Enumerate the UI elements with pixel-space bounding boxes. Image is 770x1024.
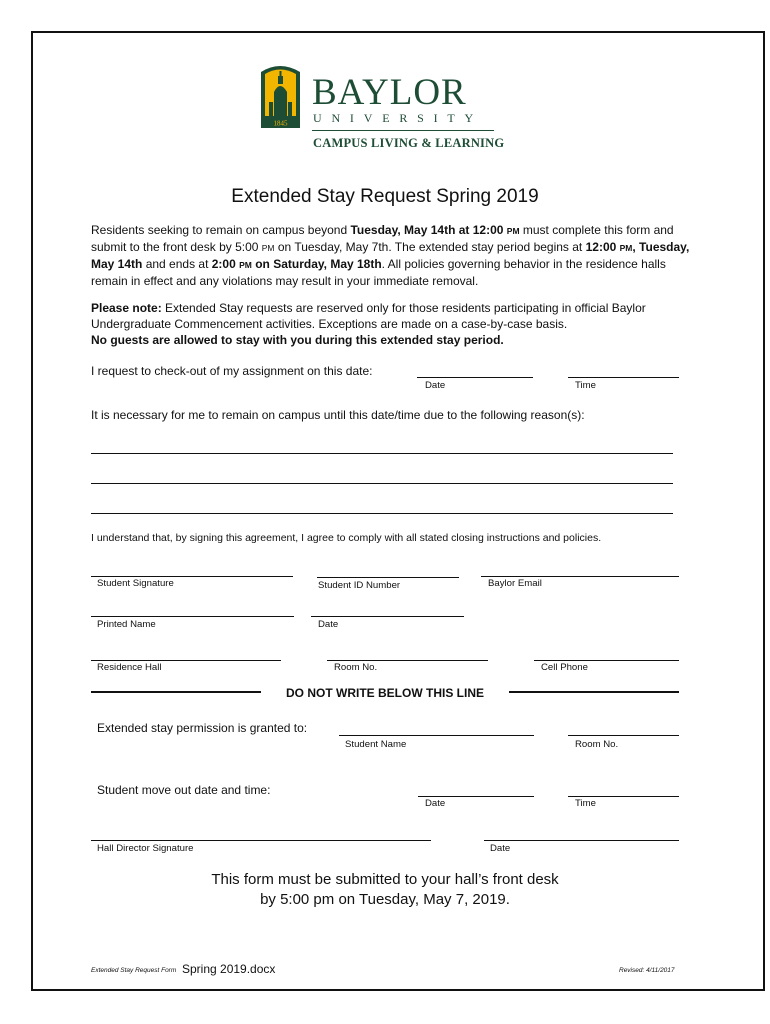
student-signature-label: Student Signature — [97, 578, 174, 589]
logo-year: 1845 — [273, 119, 288, 128]
footer-revised: Revised: 4/11/2017 — [619, 967, 675, 974]
checkout-text: I request to check-out of my assignment on this date: — [91, 364, 373, 378]
hall-director-signature-line[interactable] — [91, 840, 431, 841]
hall-director-signature-label: Hall Director Signature — [97, 843, 194, 854]
form-title: Extended Stay Request Spring 2019 — [231, 186, 539, 207]
submission-line-1: This form must be submitted to your hall’s front desk — [211, 871, 559, 888]
logo-wordmark: BAYLOR — [312, 72, 467, 113]
checkout-time-label: Time — [575, 380, 596, 391]
reason-text: It is necessary for me to remain on campus until this date/time due to the following reason(s): — [91, 408, 585, 422]
reason-line-3[interactable] — [91, 513, 673, 514]
reason-line-2[interactable] — [91, 483, 673, 484]
baylor-email-line[interactable] — [481, 576, 679, 577]
date-label: Date — [318, 619, 339, 630]
office-room-no-line[interactable] — [568, 735, 679, 736]
printed-name-line[interactable] — [91, 616, 294, 617]
student-id-label: Student ID Number — [318, 580, 401, 591]
date-line[interactable] — [311, 616, 464, 617]
logo-rule — [312, 130, 494, 131]
office-student-name-line[interactable] — [339, 735, 534, 736]
room-no-label: Room No. — [334, 662, 378, 673]
baylor-shield-icon — [259, 62, 302, 130]
room-no-line[interactable] — [327, 660, 488, 661]
residence-hall-line[interactable] — [91, 660, 281, 661]
permission-text: Extended stay permission is granted to: — [97, 721, 308, 735]
intro-paragraph: Residents seeking to remain on campus beyond Tuesday, May 14th at 12:00 PM must complete this form and submit to the front desk by 5:00 PM on Tuesday, May 7th. The extended stay period begins at 12:00 PM, Tuesday, May 14th and ends at 2:00 PM on Saturday, May 18th. All policies governing behavior in the residence halls remain in effect and any violations may result in your immediate removal. — [91, 223, 690, 288]
checkout-date-line[interactable] — [417, 377, 533, 378]
divider-right — [509, 691, 679, 693]
hall-director-date-line[interactable] — [484, 840, 679, 841]
residence-hall-label: Residence Hall — [97, 662, 162, 673]
cell-phone-label: Cell Phone — [541, 662, 588, 673]
office-student-name-label: Student Name — [345, 739, 407, 750]
student-signature-line[interactable] — [91, 576, 293, 577]
move-out-time-label: Time — [575, 798, 596, 809]
hall-director-date-label: Date — [490, 843, 511, 854]
footer-file-name: Spring 2019.docx — [182, 962, 276, 976]
checkout-time-line[interactable] — [568, 377, 679, 378]
logo-university: UNIVERSITY — [313, 111, 483, 125]
baylor-email-label: Baylor Email — [488, 578, 542, 589]
note-paragraph: Please note: Extended Stay requests are reserved only for those residents participating in official Baylor Undergraduate Commencement activities. Exceptions are made on a case-by-case basis. No guests are allowed to stay with you during this extended stay period. — [91, 301, 646, 347]
submission-line-2: by 5:00 pm on Tuesday, May 7, 2019. — [260, 891, 510, 908]
checkout-date-label: Date — [425, 380, 446, 391]
do-not-write-heading: DO NOT WRITE BELOW THIS LINE — [286, 686, 484, 700]
reason-line-1[interactable] — [91, 453, 673, 454]
move-out-text: Student move out date and time: — [97, 783, 271, 797]
printed-name-label: Printed Name — [97, 619, 156, 630]
move-out-time-line[interactable] — [568, 796, 679, 797]
cell-phone-line[interactable] — [534, 660, 679, 661]
agreement-text: I understand that, by signing this agreement, I agree to comply with all stated closing instructions and policies. — [91, 532, 602, 544]
footer-form-name: Extended Stay Request Form — [91, 967, 177, 974]
move-out-date-line[interactable] — [418, 796, 534, 797]
student-id-line[interactable] — [317, 577, 459, 578]
logo-department: CAMPUS LIVING & LEARNING — [313, 136, 505, 150]
office-room-no-label: Room No. — [575, 739, 619, 750]
move-out-date-label: Date — [425, 798, 446, 809]
